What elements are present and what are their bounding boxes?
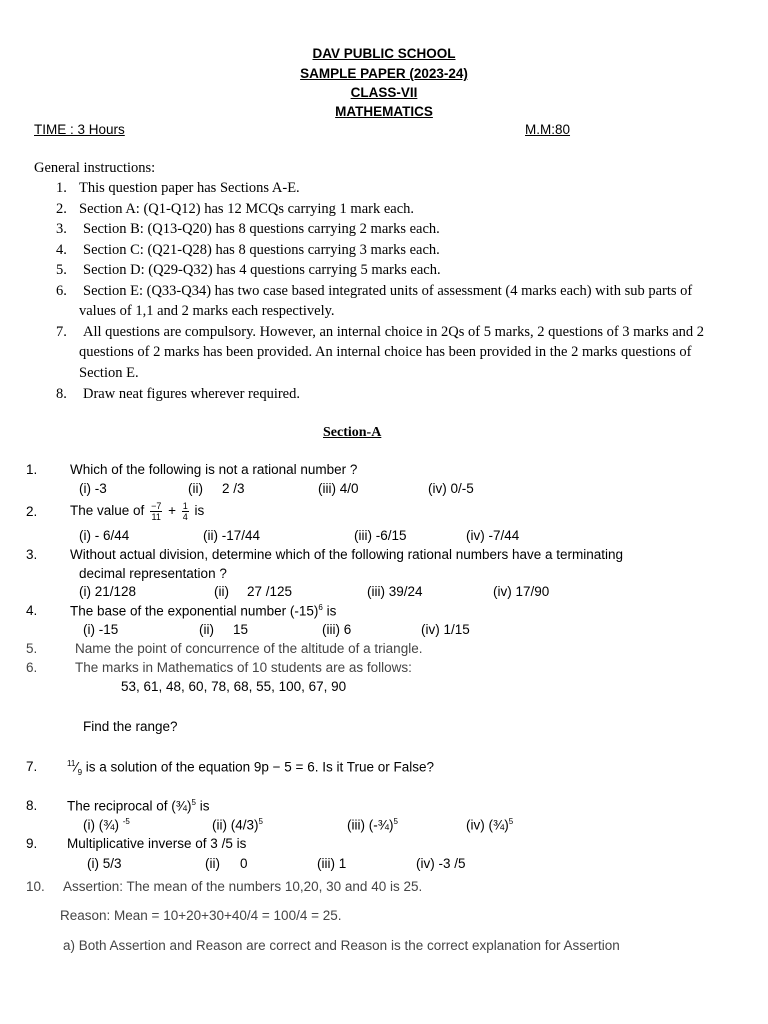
fraction-denominator: 4 <box>182 511 188 522</box>
question-text: Without actual division, determine which of the following rational numbers have a terminating <box>70 547 624 562</box>
instruction-num: 2. <box>56 201 67 217</box>
option: 0 <box>240 856 248 871</box>
option: (ii) <box>214 584 229 599</box>
plus-sign: + <box>168 503 176 518</box>
marks-data: 53, 61, 48, 60, 78, 68, 55, 100, 67, 90 <box>121 679 347 694</box>
question-number: 3. <box>26 547 38 562</box>
question-text <box>70 603 336 619</box>
exponent: 5 <box>393 817 398 826</box>
option: (iii) 1 <box>317 856 347 871</box>
instruction-text: Section D: (Q29-Q32) has 4 questions carrying 5 marks each. <box>83 262 441 278</box>
question-text: Which of the following is not a rational number ? <box>70 462 358 477</box>
question-text: Multiplicative inverse of 3 /5 is <box>67 836 247 851</box>
exponent: -5 <box>122 817 130 826</box>
question-text-main: The base of the exponential number (-15) <box>70 603 319 619</box>
instruction-num: 7. <box>56 324 67 340</box>
option: a) Both Assertion and Reason are correct and Reason is the correct explanation for Assertion <box>63 938 620 953</box>
question-number: 9. <box>26 836 38 851</box>
fraction <box>150 501 162 522</box>
instruction-text-cont: values of 1,1 and 2 marks each respectively. <box>79 303 335 319</box>
option-label: (iii) (-¾) <box>347 817 394 833</box>
option: (iv) -7/44 <box>466 528 520 543</box>
instruction-text: Section E: (Q33-Q34) has two case based integrated units of assessment (4 marks each) with sub parts of <box>83 283 693 299</box>
time-label: TIME : 3 Hours <box>34 122 125 137</box>
fraction-numerator: −7 <box>151 500 162 511</box>
question-number: 1. <box>26 462 38 477</box>
option-label: (ii) (4/3) <box>212 817 259 833</box>
instruction-text: Section A: (Q1-Q12) has 12 MCQs carrying 1 mark each. <box>79 201 415 217</box>
instruction-text: Draw neat figures wherever required. <box>83 386 300 402</box>
question-number: 8. <box>26 798 38 813</box>
instruction-text: Section B: (Q13-Q20) has 8 questions carrying 2 marks each. <box>83 221 440 237</box>
instruction-text-cont: questions of 2 marks has been provided. An internal choice has been provided in the 2 marks questions of <box>79 344 692 360</box>
question-number: 6. <box>26 660 38 675</box>
option: (i) -3 <box>79 481 107 496</box>
question-text-post: is <box>322 603 337 619</box>
instruction-num: 5. <box>56 262 67 278</box>
option: (iii) 39/24 <box>367 584 423 599</box>
question-number: 7. <box>26 759 38 774</box>
paper-title: SAMPLE PAPER (2023-24) <box>300 66 468 81</box>
option: (i) -15 <box>83 622 119 637</box>
fraction-denominator: 9 <box>77 768 83 778</box>
option: 27 /125 <box>247 584 293 599</box>
option <box>212 817 263 833</box>
max-marks: M.M:80 <box>525 122 571 137</box>
option <box>466 817 513 833</box>
exponent: 5 <box>508 817 514 826</box>
option: (iv) -3 /5 <box>416 856 466 871</box>
question-number: 4. <box>26 603 38 618</box>
instruction-num: 6. <box>56 283 67 299</box>
option: (iv) 0/-5 <box>428 481 474 496</box>
question-text-main: The reciprocal of (¾) <box>67 798 192 814</box>
instruction-text: Section C: (Q21-Q28) has 8 questions carrying 3 marks each. <box>83 242 440 258</box>
instruction-text-cont: Section E. <box>79 365 139 381</box>
question-text-pre: The value of <box>70 503 145 518</box>
option: (i) - 6/44 <box>79 528 130 543</box>
fraction-denominator: 11 <box>151 511 161 522</box>
class-title: CLASS-VII <box>350 85 418 100</box>
instruction-num: 3. <box>56 221 67 237</box>
option: (iii) 6 <box>322 622 352 637</box>
option: (iv) 1/15 <box>421 622 470 637</box>
question-number: 10. <box>26 879 45 894</box>
option: (i) 21/128 <box>79 584 137 599</box>
reason-text: Reason: Mean = 10+20+30+40/4 = 100/4 = 25. <box>60 908 342 923</box>
instruction-num: 8. <box>56 386 67 402</box>
option: (ii) <box>205 856 220 871</box>
question-number: 5. <box>26 641 38 656</box>
section-a-title: Section-A <box>323 425 382 440</box>
option: (iv) 17/90 <box>493 584 550 599</box>
question-text-post: is <box>194 503 205 518</box>
question-text-cont: decimal representation ? <box>79 566 227 581</box>
fraction-numerator: 11 <box>67 759 76 768</box>
option: 2 /3 <box>222 481 245 496</box>
school-name: DAV PUBLIC SCHOOL <box>312 46 456 61</box>
question-text: $^{11}⁄_9$ is a solution of the equation 9p − 5 = 6. Is it True or False? <box>67 759 434 778</box>
option: (ii) <box>188 481 203 496</box>
question-text <box>70 498 204 524</box>
option: (ii) <box>199 622 214 637</box>
fraction <box>182 501 189 522</box>
question-text: The marks in Mathematics of 10 students are as follows: <box>75 660 412 675</box>
option: (i) 5/3 <box>87 856 122 871</box>
question-number: 2. <box>26 504 38 519</box>
option: (iii) 4/0 <box>318 481 359 496</box>
exponent: 5 <box>258 817 263 826</box>
instruction-num: 4. <box>56 242 67 258</box>
question-text: Name the point of concurrence of the altitude of a triangle. <box>75 641 423 656</box>
subject-title: MATHEMATICS <box>335 104 433 119</box>
option-label: (i) (¾) <box>83 817 123 833</box>
option: (ii) -17/44 <box>203 528 261 543</box>
question-text-post: is <box>196 798 210 814</box>
instruction-text: This question paper has Sections A-E. <box>79 180 300 196</box>
instructions-title: General instructions: <box>34 160 156 176</box>
option: 15 <box>233 622 249 637</box>
fraction-numerator: 1 <box>182 500 188 511</box>
question-text-main: is a solution of the equation 9p − 5 = 6. Is it True or False? <box>82 759 434 775</box>
exponent: 6 <box>318 603 323 612</box>
option-label: (iv) (¾) <box>466 817 509 833</box>
instruction-text: All questions are compulsory. However, an internal choice in 2Qs of 5 marks, 2 questions of 3 marks and 2 <box>83 324 705 340</box>
option <box>347 817 398 833</box>
instruction-num: 1. <box>56 180 67 196</box>
option <box>83 817 130 833</box>
question-text: Assertion: The mean of the numbers 10,20, 30 and 40 is 25. <box>63 879 423 894</box>
question-ask: Find the range? <box>83 719 178 734</box>
question-text <box>67 798 210 814</box>
option: (iii) -6/15 <box>354 528 407 543</box>
exponent: 5 <box>191 798 196 807</box>
